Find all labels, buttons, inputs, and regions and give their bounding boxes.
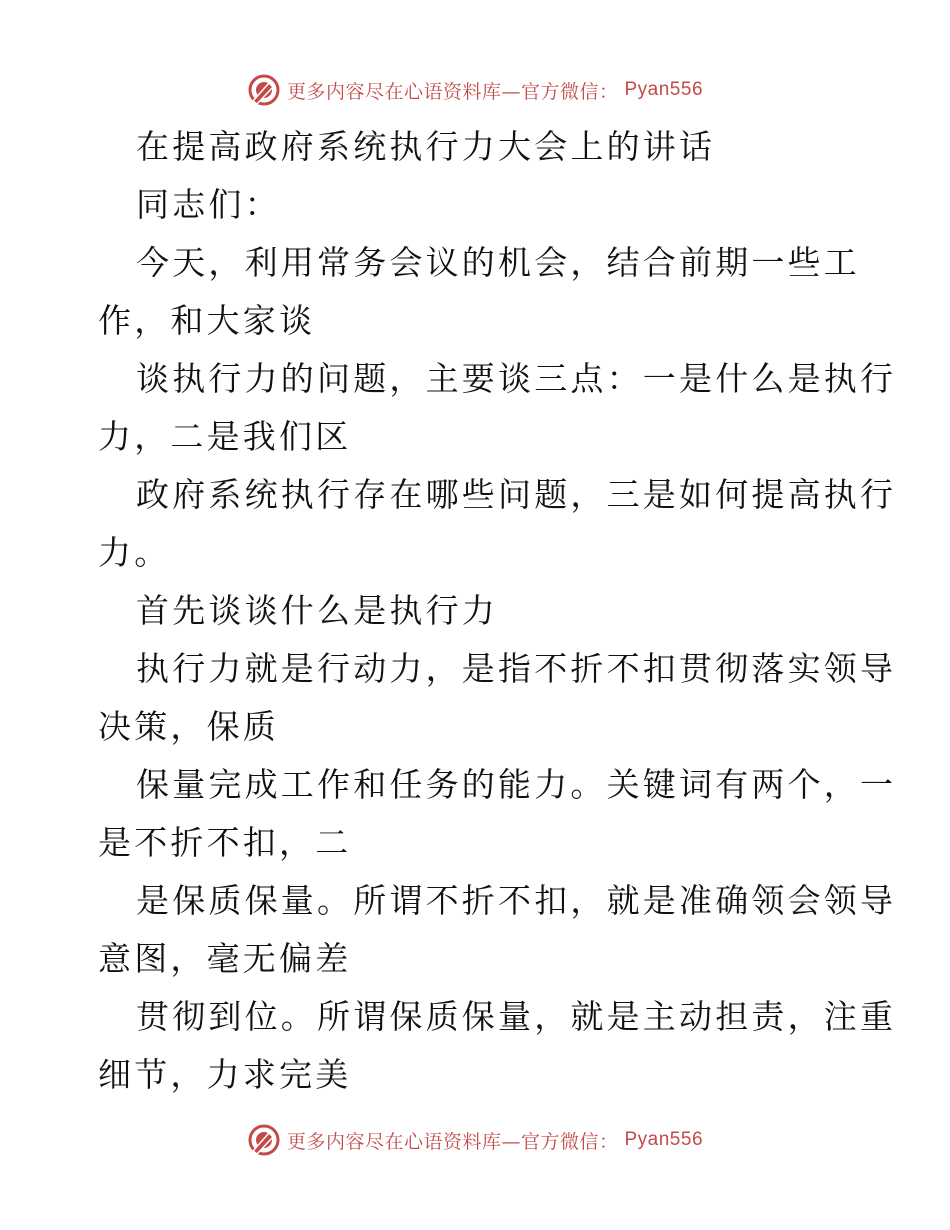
pen-logo-icon (247, 1123, 281, 1157)
footer-wechat-id: Pyan556 (624, 1129, 704, 1150)
pen-logo-icon (247, 73, 281, 107)
paragraph-line: 是不折不扣，二 (98, 823, 352, 862)
paragraph-line: 今天，利用常务会议的机会，结合前期一些工 (136, 243, 860, 282)
document-body (98, 118, 897, 1104)
section-heading: 首先谈谈什么是执行力 (136, 591, 498, 630)
paragraph-line: 保量完成工作和任务的能力。关键词有两个，一 (136, 765, 897, 804)
footer-banner-text: 更多内容尽在心语资料库—官方微信： (286, 1130, 619, 1153)
paragraph-line: 决策，保质 (98, 707, 279, 746)
paragraph-line: 力。 (98, 533, 171, 572)
header-wechat-id: Pyan556 (624, 79, 704, 100)
paragraph-line: 力，二是我们区 (98, 417, 352, 456)
footer-banner (0, 1120, 950, 1160)
paragraph-line: 是保质保量。所谓不折不扣，就是准确领会领导 (136, 881, 897, 920)
paragraph-line: 贯彻到位。所谓保质保量，就是主动担责，注重 (136, 997, 897, 1036)
paragraph-line: 政府系统执行存在哪些问题，三是如何提高执行 (136, 475, 897, 514)
paragraph-line: 细节，力求完美 (98, 1055, 352, 1094)
salutation: 同志们： (136, 185, 281, 224)
header-banner (0, 70, 950, 110)
paragraph-line: 谈执行力的问题，主要谈三点：一是什么是执行 (136, 359, 897, 398)
paragraph-line: 意图，毫无偏差 (98, 939, 352, 978)
paragraph-line: 作，和大家谈 (98, 301, 316, 340)
document-title: 在提高政府系统执行力大会上的讲话 (136, 127, 716, 166)
paragraph-line: 执行力就是行动力，是指不折不扣贯彻落实领导 (136, 649, 897, 688)
header-banner-text: 更多内容尽在心语资料库—官方微信： (286, 80, 619, 103)
